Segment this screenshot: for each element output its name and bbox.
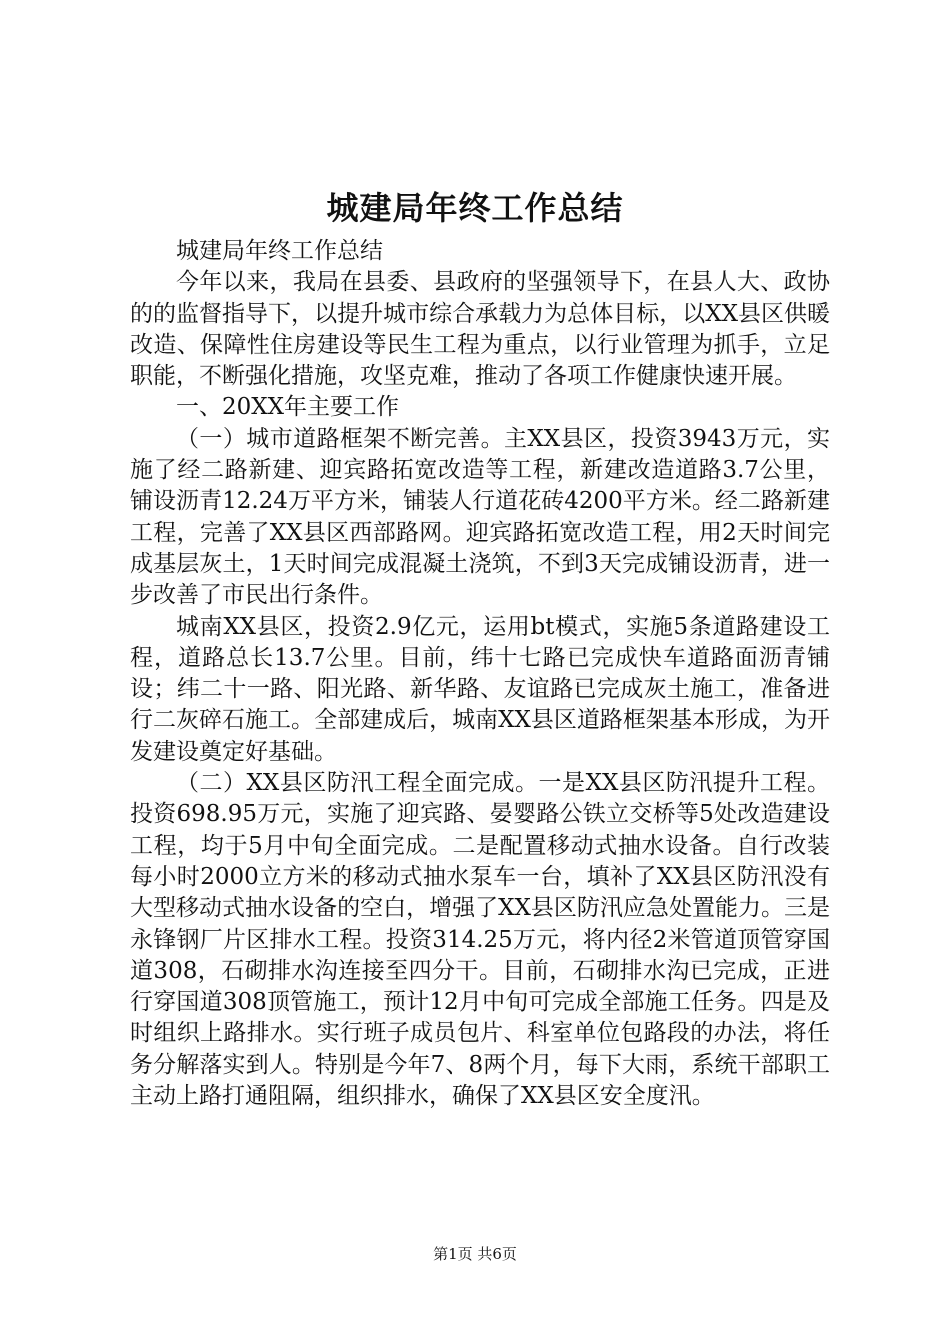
document-title: 城建局年终工作总结 bbox=[326, 189, 624, 227]
paragraph-intro: 今年以来，我局在县委、县政府的坚强领导下，在县人大、政协的的监督指导下，以提升城市综合承载力为总体目标，以XX县区供暖改造、保障性住房建设等民生工程为重点，以行业管理为抓手，立足职能，不断强化措施，攻坚克难，推动了各项工作健康快速开展。 bbox=[130, 269, 830, 390]
paragraph-subtitle: 城建局年终工作总结 bbox=[176, 238, 383, 264]
paragraph-flood-control: （二）XX县区防汛工程全面完成。一是XX县区防汛提升工程。投资698.95万元，实施了迎宾路、晏婴路公铁立交桥等5处改造建设工程，均于5月中旬全面完成。二是配置移动式抽水设备。自行改装每小时2000立方米的移动式抽水泵车一台，填补了XX县区防汛没有大型移动式抽水设备的空白，增强了XX县区防汛应急处置能力。三是永锋钢厂片区排水工程。投资314.25万元，将内径2米管道顶管穿国道308，石砌排水沟连接至四分干。目前，石砌排水沟已完成，正进行穿国道308顶管施工，预计12月中旬可完成全部施工任务。四是及时组织上路排水。实行班子成员包片、科室单位包路段的办法，将任务分解落实到人。特别是今年7、8两个月，每下大雨，系统干部职工主动上路打通阻隔，组织排水，确保了XX县区安全度汛。 bbox=[130, 770, 830, 1110]
page-number: 第1页 共6页 bbox=[433, 1245, 517, 1263]
section-heading: 一、20XX年主要工作 bbox=[176, 394, 400, 421]
paragraph-south-district: 城南XX县区，投资2.9亿元，运用bt模式，实施5条道路建设工程，道路总长13.7公里。目前，纬十七路已完成快车道路面沥青铺设；纬二十一路、阳光路、新华路、友谊路已完成灰土施工，准备进行二灰碎石施工。全部建成后，城南XX县区道路框架基本形成，为开发建设奠定好基础。 bbox=[130, 613, 830, 765]
document-body bbox=[130, 236, 830, 1112]
paragraph-roads: （一）城市道路框架不断完善。主XX县区，投资3943万元，实施了经二路新建、迎宾路拓宽改造等工程，新建改造道路3.7公里，铺设沥青12.24万平方米，铺装人行道花砖4200平方米。经二路新建工程，完善了XX县区西部路网。迎宾路拓宽改造工程，用2天时间完成基层灰土，1天时间完成混凝土浇筑，不到3天完成铺设沥青，进一步改善了市民出行条件。 bbox=[130, 425, 830, 609]
